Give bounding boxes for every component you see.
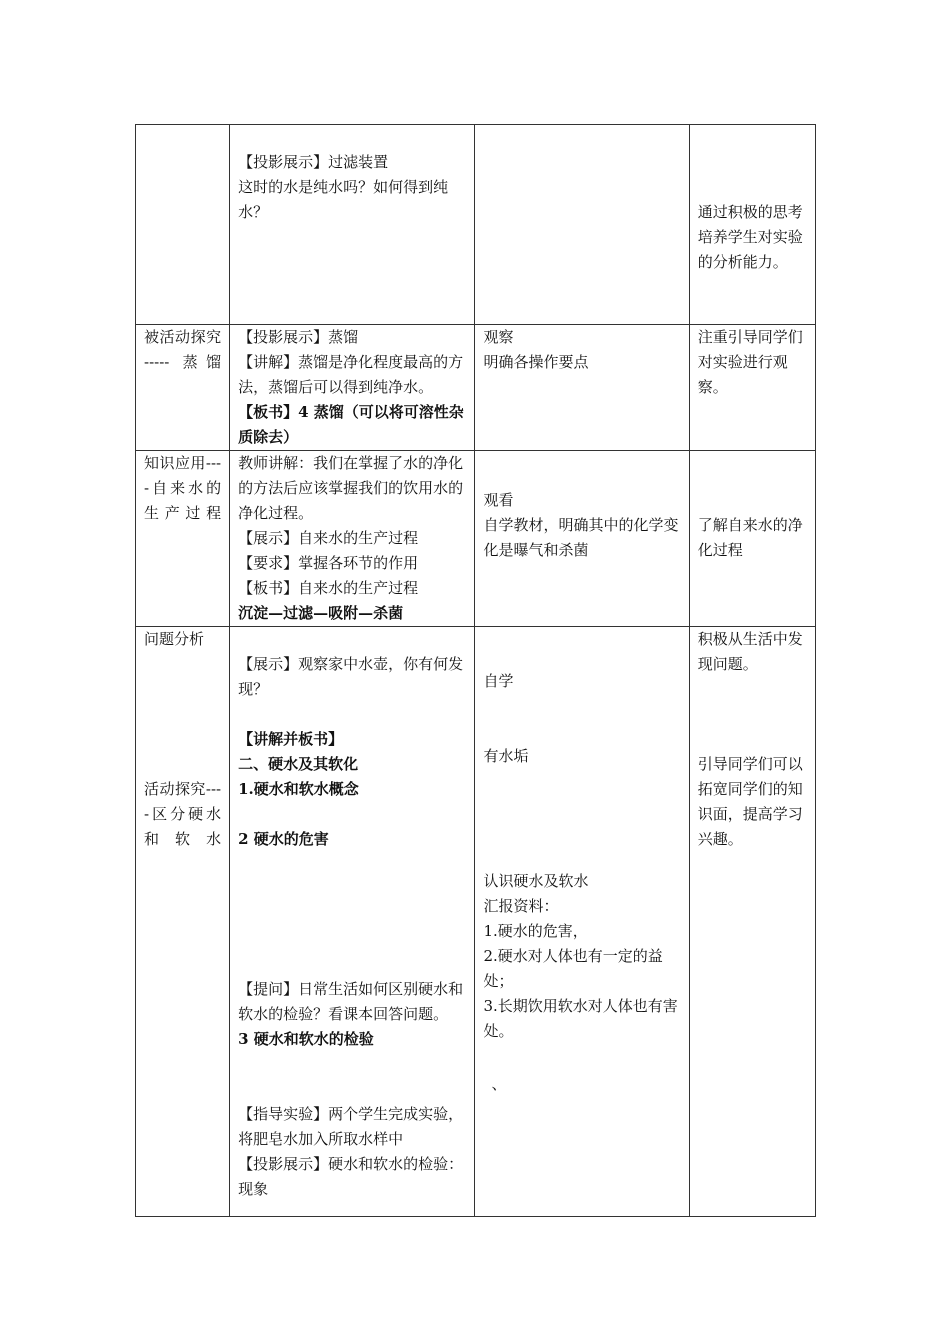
table-cell: [689, 325, 815, 451]
cell-text: 、: [491, 1075, 507, 1093]
cell-text: 教师讲解：我们在掌握了水的净化的方法后应该掌握我们的饮用水的净化过程。: [238, 454, 464, 522]
table-cell: [475, 627, 689, 1217]
cell-text: 1.硬水和软水概念: [238, 780, 359, 798]
cell-text: 沉淀—过滤—吸附—杀菌: [238, 604, 404, 622]
cell-text: 自学: [483, 672, 514, 690]
table-row: [136, 451, 816, 627]
table-cell: [475, 451, 689, 627]
table-cell: [475, 125, 689, 325]
cell-text: 有水垢: [483, 747, 529, 765]
cell-text: 2 硬水的危害: [238, 830, 329, 848]
table-row: [136, 125, 816, 325]
cell-text: 观察: [483, 328, 514, 346]
cell-text: 3 硬水和软水的检验: [238, 1030, 374, 1048]
cell-text: 【要求】掌握各环节的作用: [238, 554, 419, 572]
cell-text: 自学教材，明确其中的化学变化是曝气和杀菌: [483, 516, 679, 559]
cell-text: 【讲解】蒸馏是净化程度最高的方法，蒸馏后可以得到纯净水。: [238, 353, 464, 396]
cell-text: 知识应用----自来水的生产过程: [144, 454, 222, 522]
cell-text: 【投影展示】蒸馏: [238, 328, 359, 346]
cell-text: 问题分析: [144, 630, 205, 648]
table-cell: [136, 125, 230, 325]
cell-text: 二、硬水及其软化: [238, 755, 359, 773]
cell-text: 观看: [483, 491, 514, 509]
cell-text: 汇报资料：: [483, 897, 559, 915]
cell-text: 【提问】日常生活如何区别硬水和软水的检验？看课本回答问题。: [238, 980, 464, 1023]
cell-text: 【投影展示】硬水和软水的检验：现象: [238, 1155, 464, 1198]
cell-text: 【板书】4 蒸馏（可以将可溶性杂质除去）: [238, 403, 464, 446]
cell-text: 了解自来水的净化过程: [697, 516, 803, 559]
table-row: [136, 627, 816, 1217]
table-cell: [230, 125, 475, 325]
cell-text: 通过积极的思考培养学生对实验的分析能力。: [697, 203, 803, 271]
cell-text: 被活动探究 ----- 蒸馏: [144, 328, 222, 371]
cell-text: 1.硬水的危害，: [483, 922, 588, 940]
cell-text: 【讲解并板书】: [238, 730, 344, 748]
lesson-plan-table: [135, 124, 816, 1217]
cell-text: 活动探究----区分硬水和软水: [144, 780, 222, 848]
table-cell: [689, 451, 815, 627]
cell-text: 明确各操作要点: [483, 353, 589, 371]
cell-text: 【展示】自来水的生产过程: [238, 529, 419, 547]
cell-text: 这时的水是纯水吗？如何得到纯水？: [238, 178, 449, 221]
cell-text: 2.硬水对人体也有一定的益处；: [483, 947, 663, 990]
table-cell: [230, 325, 475, 451]
cell-text: 【指导实验】两个学生完成实验，将肥皂水加入所取水样中: [238, 1105, 464, 1148]
table-cell: [475, 325, 689, 451]
table-cell: [230, 627, 475, 1217]
cell-text: 3.长期饮用软水对人体也有害处。: [483, 997, 678, 1040]
table-cell: [689, 627, 815, 1217]
cell-text: 认识硬水及软水: [483, 872, 589, 890]
table-cell: [230, 451, 475, 627]
table-cell: [136, 627, 230, 1217]
cell-text: 积极从生活中发现问题。: [697, 630, 803, 673]
table-cell: [689, 125, 815, 325]
cell-text: 【投影展示】过滤装置: [238, 153, 389, 171]
cell-text: 【板书】自来水的生产过程: [238, 579, 419, 597]
cell-text: 【展示】观察家中水壶，你有何发现？: [238, 655, 464, 698]
table-cell: [136, 451, 230, 627]
table-cell: [136, 325, 230, 451]
cell-text: 注重引导同学们对实验进行观察。: [697, 328, 803, 396]
table-row: [136, 325, 816, 451]
cell-text: 引导同学们可以拓宽同学们的知识面，提高学习兴趣。: [697, 755, 803, 848]
